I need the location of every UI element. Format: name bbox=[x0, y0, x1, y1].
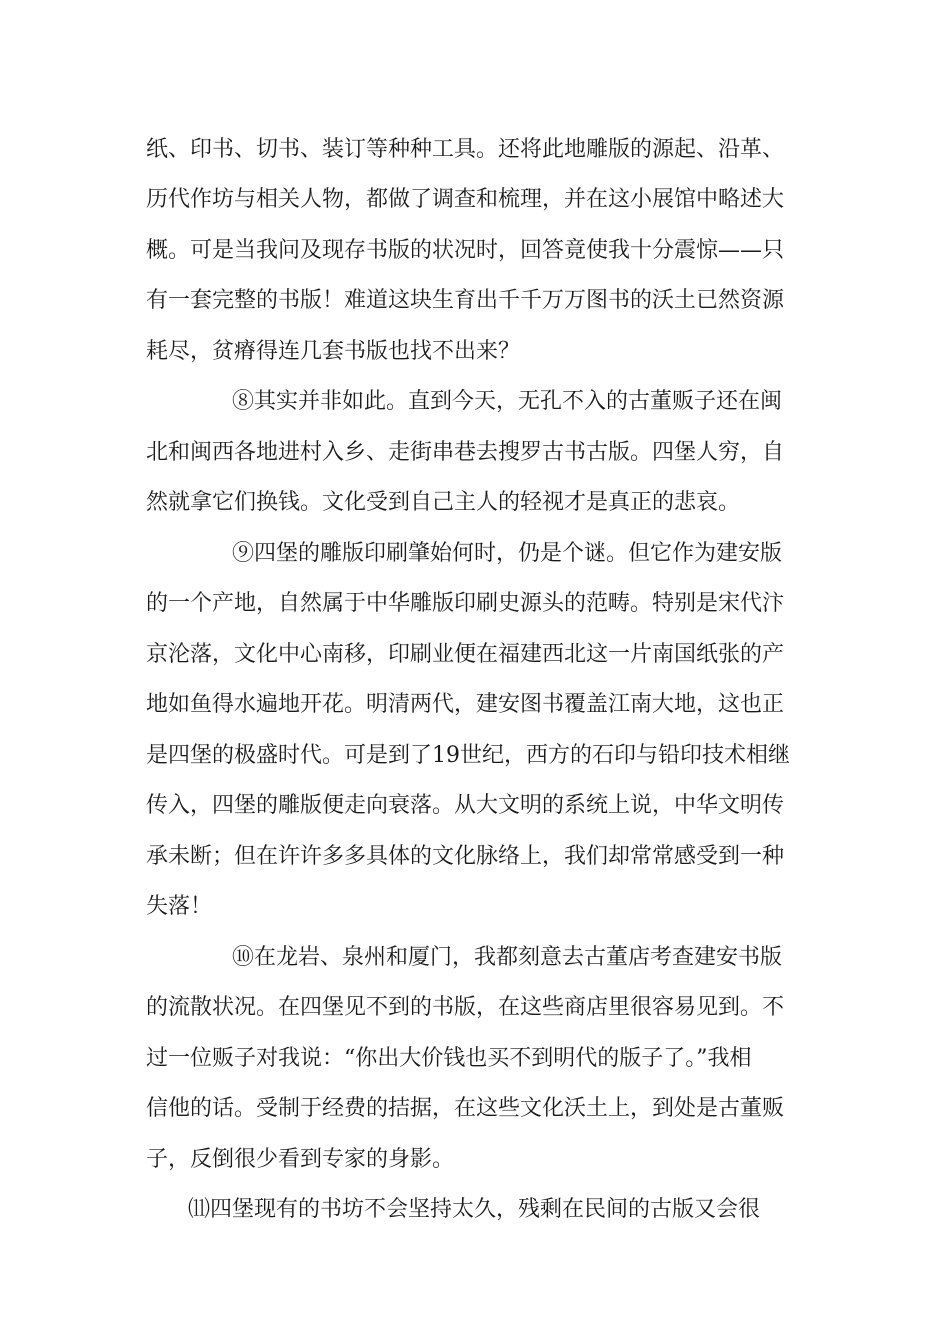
paragraph-8-start: ⑧其实并非如此。直到今天，无孔不入的古董贩子还在闽 bbox=[232, 389, 783, 414]
paragraph-10-start: ⑩在龙岩、泉州和厦门，我都刻意去古董店考查建安书版 bbox=[232, 945, 783, 970]
text-line: 纸、印书、切书、装订等种种工具。还将此地雕版的源起、沿革、 bbox=[146, 137, 785, 162]
text-line: 是四堡的极盛时代。可是到了19世纪，西方的石印与铅印技术相继 bbox=[146, 743, 790, 768]
paragraph-9-start: ⑨四堡的雕版印刷肇始何时，仍是个谜。但它作为建安版 bbox=[232, 541, 783, 566]
text-line: 传入，四堡的雕版便走向衰落。从大文明的系统上说，中华文明传 bbox=[146, 793, 785, 818]
paragraph-11-start: ⑾四堡现有的书坊不会坚持太久，残剩在民间的古版又会很 bbox=[188, 1197, 761, 1222]
text-line: 北和闽西各地进村入乡、走街串巷去搜罗古书古版。四堡人穷，自 bbox=[146, 440, 785, 465]
text-line: 然就拿它们换钱。文化受到自己主人的轻视才是真正的悲哀。 bbox=[146, 490, 741, 515]
text-line: 有一套完整的书版！难道这块生育出千千万万图书的沃土已然资源 bbox=[146, 288, 785, 313]
text-line: 失落！ bbox=[146, 894, 213, 919]
text-line: 地如鱼得水遍地开花。明清两代，建安图书覆盖江南大地，这也正 bbox=[146, 692, 785, 717]
text-line: 承未断；但在许许多多具体的文化脉络上，我们却常常感受到一种 bbox=[146, 844, 785, 869]
text-line: 的流散状况。在四堡见不到的书版，在这些商店里很容易见到。不 bbox=[146, 995, 785, 1020]
text-line: 信他的话。受制于经费的拮据，在这些文化沃土上，到处是古董贩 bbox=[146, 1096, 785, 1121]
text-line: 历代作坊与相关人物，都做了调查和梳理，并在这小展馆中略述大 bbox=[146, 187, 785, 212]
text-line: 过一位贩子对我说：“你出大价钱也买不到明代的版子了。”我相 bbox=[146, 1046, 752, 1071]
text-line: 的一个产地，自然属于中华雕版印刷史源头的范畴。特别是宋代汴 bbox=[146, 591, 785, 616]
text-line: 京沦落，文化中心南移，印刷业便在福建西北这一片南国纸张的产 bbox=[146, 642, 785, 667]
text-line: 概。可是当我问及现存书版的状况时，回答竟使我十分震惊——只 bbox=[146, 238, 785, 263]
text-line: 耗尽，贫瘠得连几套书版也找不出来？ bbox=[146, 339, 521, 364]
text-line: 子，反倒很少看到专家的身影。 bbox=[146, 1147, 455, 1172]
